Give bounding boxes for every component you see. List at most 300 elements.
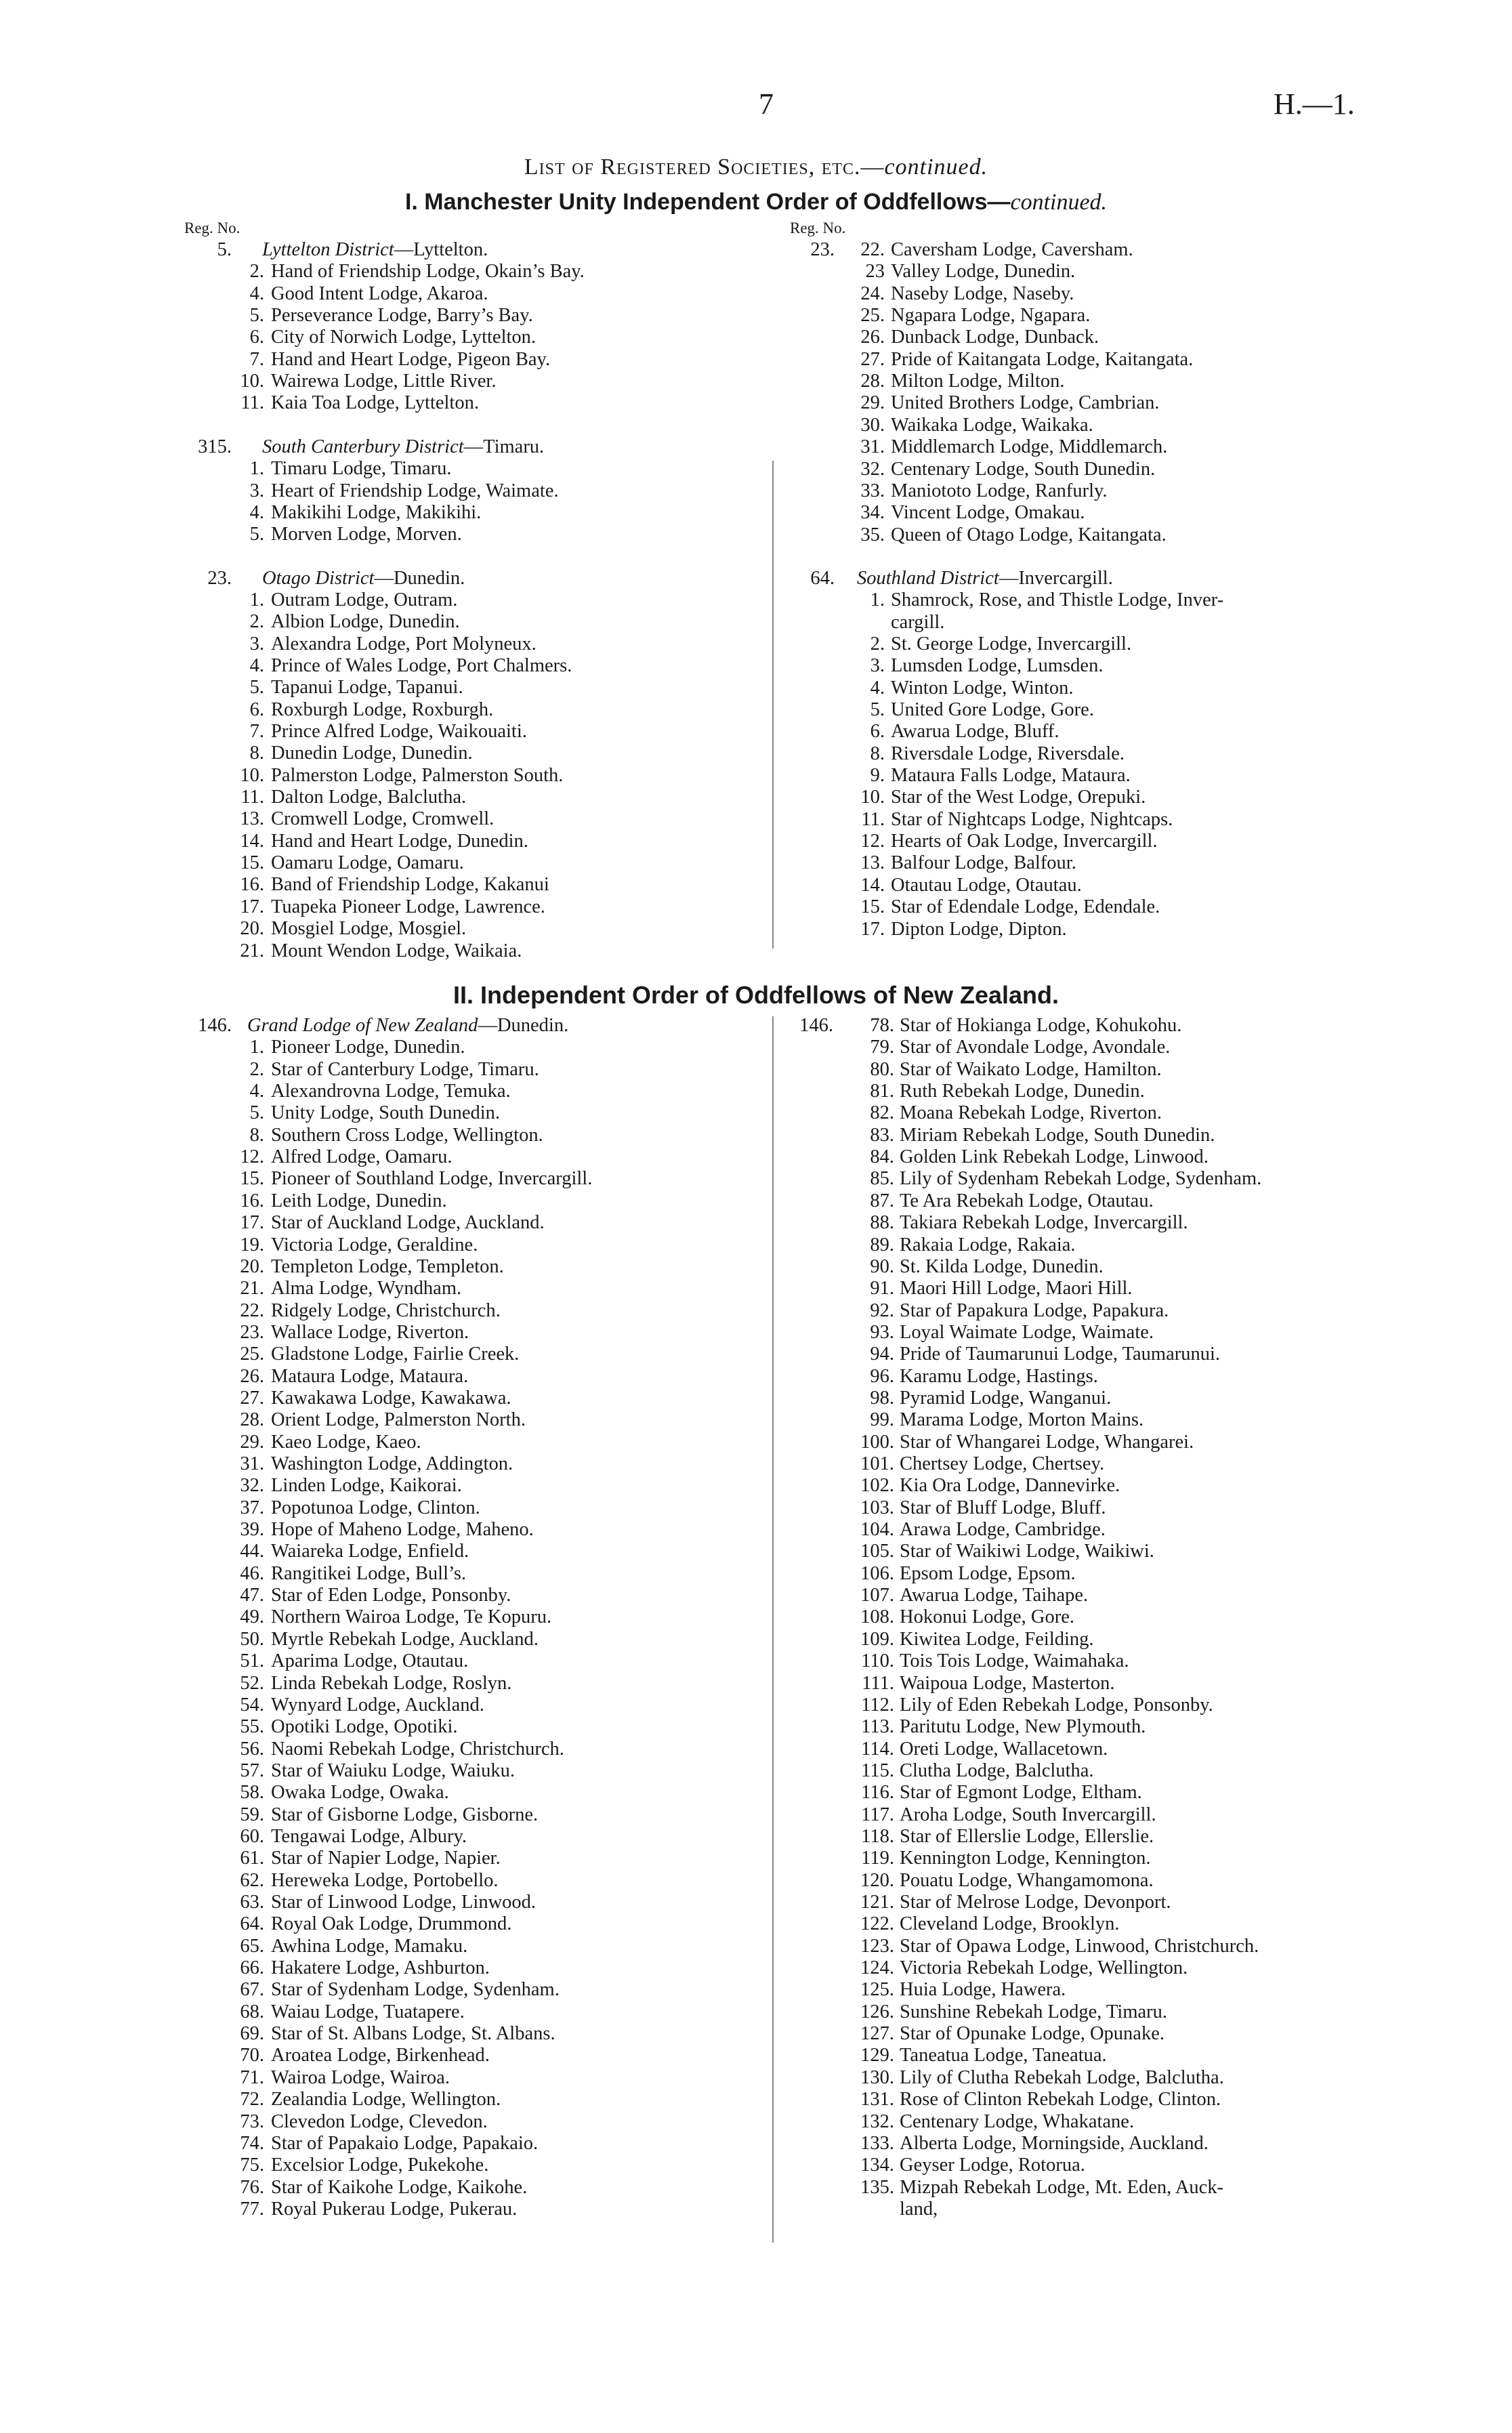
lodge-name: Popotunoa Lodge, Clinton. xyxy=(271,1497,480,1518)
lodge-number: 3. xyxy=(249,480,264,501)
list-title xyxy=(0,154,1512,180)
lodge-number: 112. xyxy=(861,1694,894,1715)
list-item xyxy=(169,699,765,722)
lodge-name: Star of Nightcaps Lodge, Nightcaps. xyxy=(891,808,1173,830)
lodge-number: 57. xyxy=(240,1760,264,1781)
lodge-number: 71. xyxy=(240,2066,264,2088)
lodge-name: Pride of Kaitangata Lodge, Kaitangata. xyxy=(891,348,1194,370)
lodge-number: 11. xyxy=(861,808,885,830)
lodge-name: Queen of Otago Lodge, Kaitangata. xyxy=(891,524,1167,545)
lodge-number: 26. xyxy=(240,1365,264,1387)
lodge-number: 83. xyxy=(870,1124,894,1146)
list-item xyxy=(169,1080,765,1103)
lodge-number: 4. xyxy=(249,283,264,304)
lodge-name: Wairoa Lodge, Wairoa. xyxy=(271,2066,450,2088)
lodge-name: Dipton Lodge, Dipton. xyxy=(891,918,1067,940)
lodge-name: Palmerston Lodge, Palmerston South. xyxy=(271,764,564,786)
list-item xyxy=(779,896,1375,919)
lodge-number: 5. xyxy=(870,699,885,720)
lodge-number: 108. xyxy=(860,1606,894,1628)
lodge-name: Star of Papakura Lodge, Papakura. xyxy=(900,1299,1169,1321)
lodge-name: Centenary Lodge, Whakatane. xyxy=(900,2110,1135,2132)
lodge-number: 32. xyxy=(860,458,885,480)
list-item xyxy=(169,1804,765,1827)
lodge-name: Awarua Lodge, Taihape. xyxy=(900,1585,1089,1606)
list-item xyxy=(169,1277,765,1300)
district-heading xyxy=(262,436,544,459)
lodge-number: 15. xyxy=(240,1168,264,1190)
lodge-number: 25. xyxy=(240,1344,264,1365)
list-item xyxy=(779,436,1375,459)
lodge-name: Makikihi Lodge, Makikihi. xyxy=(271,501,482,523)
list-item xyxy=(779,1167,1375,1190)
lodge-number: 98. xyxy=(870,1387,894,1409)
list-item xyxy=(169,480,765,503)
list-item xyxy=(779,1738,1375,1761)
list-item xyxy=(169,2198,765,2221)
lodge-name: Waikaka Lodge, Waikaka. xyxy=(891,414,1093,436)
lodge-name: Sunshine Rebekah Lodge, Timaru. xyxy=(900,2001,1168,2022)
lodge-number: 106. xyxy=(860,1562,894,1584)
lodge-name: Hope of Maheno Lodge, Maheno. xyxy=(271,1519,534,1541)
lodge-name: Star of the West Lodge, Orepuki. xyxy=(891,787,1146,808)
lodge-number: 1. xyxy=(249,589,264,610)
lodge-name: Takiara Rebekah Lodge, Invercargill. xyxy=(900,1212,1188,1234)
lodge-name: Huia Lodge, Hawera. xyxy=(900,1979,1066,2001)
list-item xyxy=(169,370,765,393)
lodge-number: 135. xyxy=(860,2176,894,2198)
lodge-number: 24. xyxy=(860,283,885,304)
district-heading xyxy=(262,238,488,262)
list-item xyxy=(169,742,765,765)
lodge-number: 61. xyxy=(240,1848,264,1869)
lodge-number: 117. xyxy=(861,1804,894,1825)
lodge-number: 134. xyxy=(860,2155,894,2176)
lodge-number: 133. xyxy=(860,2132,894,2154)
list-item xyxy=(779,1453,1375,1476)
lodge-number: 75. xyxy=(240,2155,264,2176)
lodge-number: 87. xyxy=(870,1190,894,1211)
lodge-name: Maori Hill Lodge, Maori Hill. xyxy=(900,1278,1133,1299)
lodge-number: 105. xyxy=(860,1541,894,1562)
lodge-number: 6. xyxy=(249,699,264,720)
lodge-name: Hand and Heart Lodge, Pigeon Bay. xyxy=(271,348,551,370)
list-item xyxy=(169,1715,765,1739)
lodge-number: 35. xyxy=(860,524,885,545)
lodge-number: 49. xyxy=(240,1606,264,1628)
lodge-name: Zealandia Lodge, Wellington. xyxy=(271,2089,501,2110)
lodge-name: St. Kilda Lodge, Dunedin. xyxy=(900,1255,1104,1277)
lodge-number: 122. xyxy=(860,1913,894,1935)
list-item xyxy=(779,589,1375,612)
lodge-name: Miriam Rebekah Lodge, South Dunedin. xyxy=(900,1124,1215,1146)
lodge-name: Star of Whangarei Lodge, Whangarei. xyxy=(900,1431,1194,1453)
list-item xyxy=(779,304,1375,327)
list-item xyxy=(779,392,1375,415)
lodge-name: Myrtle Rebekah Lodge, Auckland. xyxy=(271,1628,539,1650)
district-name: South Canterbury District xyxy=(262,436,464,457)
lodge-name: Centenary Lodge, South Dunedin. xyxy=(891,458,1156,480)
reg-number: 23. xyxy=(207,567,232,589)
lodge-name: Pioneer Lodge, Dunedin. xyxy=(271,1037,465,1058)
list-item xyxy=(169,1190,765,1213)
lodge-name: Royal Oak Lodge, Drummond. xyxy=(271,1913,512,1935)
list-item xyxy=(779,1387,1375,1410)
list-item xyxy=(779,1694,1375,1717)
lodge-number: 118. xyxy=(861,1825,894,1847)
lodge-number: 119. xyxy=(861,1848,894,1869)
lodge-number: 4. xyxy=(249,501,264,523)
list-item xyxy=(779,458,1375,481)
lodge-number: 32. xyxy=(240,1475,264,1497)
lodge-number: 5. xyxy=(249,305,264,327)
lodge-name: Rose of Clinton Rebekah Lodge, Clinton. xyxy=(900,2089,1221,2110)
lodge-number: 69. xyxy=(240,2023,264,2045)
lodge-name: Epsom Lodge, Epsom. xyxy=(900,1562,1076,1584)
list-item xyxy=(779,786,1375,809)
district-name: Grand Lodge of New Zealand xyxy=(247,1015,478,1036)
list-item xyxy=(779,2132,1375,2155)
lodge-name: Tois Tois Lodge, Waimahaka. xyxy=(900,1650,1129,1672)
lodge-name: Star of Hokianga Lodge, Kohukohu. xyxy=(900,1015,1182,1036)
list-item xyxy=(169,1234,765,1257)
lodge-name: Excelsior Lodge, Pukekohe. xyxy=(271,2155,489,2176)
lodge-number: 8. xyxy=(249,1124,264,1146)
lodge-name: Hakatere Lodge, Ashburton. xyxy=(271,1957,490,1979)
lodge-number: 67. xyxy=(240,1979,264,2001)
lodge-number: 109. xyxy=(860,1628,894,1650)
lodge-name: Maniototo Lodge, Ranfurly. xyxy=(891,480,1108,501)
lodge-number: 107. xyxy=(860,1585,894,1606)
list-item xyxy=(779,699,1375,722)
list-item xyxy=(779,1102,1375,1125)
list-item xyxy=(779,808,1375,831)
list-item xyxy=(169,1978,765,2001)
list-item xyxy=(169,2154,765,2177)
lodge-name: Geyser Lodge, Rotorua. xyxy=(900,2155,1085,2176)
list-item xyxy=(779,1211,1375,1234)
list-item xyxy=(169,2001,765,2024)
section-1-title-suffix: continued. xyxy=(1010,190,1108,215)
list-item xyxy=(169,1913,765,1936)
lodge-number: 4. xyxy=(249,654,264,676)
lodge-number: 76. xyxy=(240,2176,264,2198)
lodge-number: 131. xyxy=(860,2089,894,2110)
lodge-name: Moana Rebekah Lodge, Riverton. xyxy=(900,1102,1162,1124)
lodge-name: Linda Rebekah Lodge, Roslyn. xyxy=(271,1672,512,1694)
lodge-number: 129. xyxy=(860,2045,894,2066)
lodge-number: 1. xyxy=(249,1037,264,1058)
list-item xyxy=(779,1847,1375,1870)
lodge-name: Roxburgh Lodge, Roxburgh. xyxy=(271,699,494,720)
lodge-number: 114. xyxy=(861,1738,894,1760)
list-item xyxy=(779,2066,1375,2089)
lodge-number: 89. xyxy=(870,1234,894,1255)
lodge-number: 27. xyxy=(240,1387,264,1409)
list-item xyxy=(779,654,1375,678)
lodge-number: 1. xyxy=(870,589,885,611)
list-item xyxy=(169,501,765,524)
lodge-number: 21. xyxy=(240,1278,264,1299)
lodge-name: Star of Waikato Lodge, Hamilton. xyxy=(900,1058,1162,1080)
lodge-name: Kaeo Lodge, Kaeo. xyxy=(271,1431,421,1453)
district-heading xyxy=(247,1014,568,1037)
lodge-name: Arawa Lodge, Cambridge. xyxy=(900,1519,1106,1541)
lodge-name: Cromwell Lodge, Cromwell. xyxy=(271,808,495,830)
lodge-name: Southern Cross Lodge, Wellington. xyxy=(271,1124,543,1146)
list-item xyxy=(169,1014,765,1037)
reg-number: 315. xyxy=(198,436,232,457)
list-item xyxy=(779,283,1375,306)
lodge-name: Star of Papakaio Lodge, Papakaio. xyxy=(271,2132,539,2154)
list-item xyxy=(779,1474,1375,1497)
lodge-name: Star of Waiuku Lodge, Waiuku. xyxy=(271,1760,516,1781)
list-item xyxy=(779,1760,1375,1783)
list-item xyxy=(779,1540,1375,1563)
reg-number: 146. xyxy=(198,1015,232,1036)
lodge-name: Middlemarch Lodge, Middlemarch. xyxy=(891,436,1168,458)
list-item xyxy=(779,1672,1375,1695)
lodge-name: Karamu Lodge, Hastings. xyxy=(900,1365,1098,1387)
list-item xyxy=(779,852,1375,875)
lodge-number: 81. xyxy=(870,1081,894,1102)
lodge-name: Riversdale Lodge, Riversdale. xyxy=(891,743,1125,764)
lodge-number: 23 xyxy=(865,261,885,283)
list-item xyxy=(169,654,765,678)
lodge-name: Dalton Lodge, Balclutha. xyxy=(271,787,467,808)
lodge-name: Band of Friendship Lodge, Kakanui xyxy=(271,874,549,896)
lodge-name: Pride of Taumarunui Lodge, Taumarunui. xyxy=(900,1344,1221,1365)
list-item xyxy=(779,1299,1375,1323)
lodge-name: Mount Wendon Lodge, Waikaia. xyxy=(271,940,522,961)
lodge-name: Star of Edendale Lodge, Edendale. xyxy=(891,896,1160,918)
lodge-number: 74. xyxy=(240,2132,264,2154)
list-item xyxy=(779,480,1375,503)
lodge-number: 80. xyxy=(870,1058,894,1080)
lodge-number: 111. xyxy=(862,1672,894,1694)
list-item xyxy=(169,896,765,919)
list-item xyxy=(779,1957,1375,1980)
list-item xyxy=(169,1694,765,1717)
lodge-number: 124. xyxy=(860,1957,894,1979)
lodge-number: 14. xyxy=(240,830,264,852)
list-item xyxy=(169,1453,765,1476)
list-item xyxy=(169,1847,765,1870)
list-item xyxy=(169,1584,765,1607)
lodge-number: 78. xyxy=(870,1015,894,1036)
list-item xyxy=(779,1343,1375,1366)
lodge-number: 5. xyxy=(249,524,264,545)
lodge-name: Star of Canterbury Lodge, Timaru. xyxy=(271,1058,539,1080)
list-item xyxy=(169,1058,765,1081)
lodge-name: Royal Pukerau Lodge, Pukerau. xyxy=(271,2198,518,2220)
list-item xyxy=(779,2176,1375,2199)
lodge-number: 123. xyxy=(860,1935,894,1957)
lodge-name: Star of Waikiwi Lodge, Waikiwi. xyxy=(900,1541,1154,1562)
list-item xyxy=(169,1387,765,1410)
list-item xyxy=(779,874,1375,897)
list-item xyxy=(169,2022,765,2045)
lodge-name: City of Norwich Lodge, Lyttelton. xyxy=(271,327,537,348)
lodge-number: 73. xyxy=(240,2110,264,2132)
list-item xyxy=(169,1869,765,1892)
lodge-number: 96. xyxy=(870,1365,894,1387)
lodge-number: 29. xyxy=(860,392,885,414)
lodge-number: 50. xyxy=(240,1628,264,1650)
lodge-number: 115. xyxy=(861,1760,894,1781)
lodge-name: Owaka Lodge, Owaka. xyxy=(271,1782,449,1804)
lodge-name: Star of Opawa Lodge, Linwood, Christchurch. xyxy=(900,1935,1259,1957)
lodge-number: 113. xyxy=(861,1716,894,1738)
lodge-number: 100. xyxy=(860,1431,894,1453)
list-item xyxy=(779,611,1375,634)
lodge-name: Lily of Eden Rebekah Lodge, Ponsonby. xyxy=(900,1694,1213,1715)
list-item xyxy=(779,2154,1375,2177)
lodge-number: 51. xyxy=(240,1650,264,1672)
lodge-number: 104. xyxy=(860,1519,894,1541)
lodge-number: 70. xyxy=(240,2045,264,2066)
lodge-name: United Gore Lodge, Gore. xyxy=(891,699,1094,720)
lodge-name: Hokonui Lodge, Gore. xyxy=(900,1606,1075,1628)
list-item xyxy=(779,260,1375,283)
list-item xyxy=(779,764,1375,787)
lodge-name: Oamaru Lodge, Oamaru. xyxy=(271,852,464,874)
list-item xyxy=(169,1891,765,1914)
lodge-number: 82. xyxy=(870,1102,894,1124)
lodge-number: 39. xyxy=(240,1519,264,1541)
list-item xyxy=(779,1190,1375,1213)
lodge-name: Caversham Lodge, Caversham. xyxy=(891,239,1133,260)
lodge-name: Naseby Lodge, Naseby. xyxy=(891,283,1074,304)
lodge-name: Star of Kaikohe Lodge, Kaikohe. xyxy=(271,2176,528,2198)
lodge-name: Wairewa Lodge, Little River. xyxy=(271,371,497,392)
list-item xyxy=(169,830,765,853)
lodge-name: Linden Lodge, Kaikorai. xyxy=(271,1475,462,1497)
list-item xyxy=(779,1146,1375,1169)
lodge-name: Prince Alfred Lodge, Waikouaiti. xyxy=(271,721,527,742)
lodge-number: 10. xyxy=(240,764,264,786)
district-heading xyxy=(262,567,465,590)
lodge-name: Aroha Lodge, South Invercargill. xyxy=(900,1804,1156,1825)
lodge-number: 20. xyxy=(240,918,264,940)
list-item xyxy=(169,304,765,327)
reg-number: 5. xyxy=(217,239,232,260)
lodge-name: Otautau Lodge, Otautau. xyxy=(891,874,1082,896)
lodge-number: 64. xyxy=(240,1913,264,1935)
list-item xyxy=(169,523,765,546)
list-item xyxy=(779,2022,1375,2045)
list-item xyxy=(779,1562,1375,1585)
list-item xyxy=(169,238,765,262)
lodge-name: Taneatua Lodge, Taneatua. xyxy=(900,2045,1107,2066)
lodge-number: 3. xyxy=(249,633,264,654)
list-item xyxy=(169,392,765,415)
lodge-number: 31. xyxy=(860,436,885,458)
list-item xyxy=(779,1978,1375,2001)
section-1-title xyxy=(0,189,1512,215)
list-item xyxy=(779,370,1375,393)
lodge-name: Kia Ora Lodge, Dannevirke. xyxy=(900,1475,1120,1497)
list-item xyxy=(169,1518,765,1541)
list-item xyxy=(169,1409,765,1432)
lodge-number: 46. xyxy=(240,1562,264,1584)
list-item xyxy=(169,633,765,656)
list-item xyxy=(169,1255,765,1278)
list-item xyxy=(779,1628,1375,1651)
lodge-name: Wynyard Lodge, Auckland. xyxy=(271,1694,484,1715)
list-item xyxy=(779,677,1375,700)
lodge-name: Lily of Sydenham Rebekah Lodge, Sydenham. xyxy=(900,1168,1262,1190)
lodge-number: 10. xyxy=(860,787,885,808)
list-item xyxy=(779,1497,1375,1520)
list-item xyxy=(779,1891,1375,1914)
lodge-number: 22. xyxy=(240,1299,264,1321)
lodge-number: 5. xyxy=(249,677,264,699)
list-item xyxy=(779,830,1375,853)
column-divider-2 xyxy=(772,1016,774,2243)
list-item xyxy=(169,873,765,896)
lodge-name: Alfred Lodge, Oamaru. xyxy=(271,1146,453,1168)
lodge-number: 120. xyxy=(860,1869,894,1891)
list-item xyxy=(779,524,1375,547)
list-item xyxy=(169,1628,765,1651)
list-item xyxy=(779,633,1375,656)
lodge-number: 9. xyxy=(870,765,885,787)
lodge-name: Leith Lodge, Dunedin. xyxy=(271,1190,447,1211)
lodge-number: 19. xyxy=(240,1234,264,1255)
list-item xyxy=(169,1474,765,1497)
lodge-number: 12. xyxy=(860,831,885,852)
lodge-number: 27. xyxy=(860,348,885,370)
lodge-name: Waiau Lodge, Tuatapere. xyxy=(271,2001,465,2022)
district-name: Lyttelton District xyxy=(262,239,394,260)
list-title-text: List of Registered Societies, etc.— xyxy=(524,154,885,180)
lodge-name: Alexandrovna Lodge, Temuka. xyxy=(271,1081,511,1102)
lodge-name: Hand of Friendship Lodge, Okain’s Bay. xyxy=(271,261,585,283)
lodge-name: Pyramid Lodge, Wanganui. xyxy=(900,1387,1112,1409)
lodge-name: Shamrock, Rose, and Thistle Lodge, Inver- xyxy=(891,589,1224,611)
lodge-number: 126. xyxy=(860,2001,894,2022)
list-title-suffix: continued. xyxy=(884,154,988,180)
list-item xyxy=(779,1804,1375,1827)
list-item xyxy=(169,348,765,371)
lodge-name: Aroatea Lodge, Birkenhead. xyxy=(271,2045,490,2066)
lodge-name: Star of Eden Lodge, Ponsonby. xyxy=(271,1585,511,1606)
lodge-number: 14. xyxy=(860,874,885,896)
list-item xyxy=(779,567,1375,590)
lodge-number: 4. xyxy=(249,1081,264,1102)
lodge-name: Dunedin Lodge, Dunedin. xyxy=(271,743,473,764)
section-1-title-text: I. Manchester Unity Independent Order of Oddfellows— xyxy=(404,189,1011,215)
list-item xyxy=(169,436,765,459)
lodge-number: 121. xyxy=(860,1892,894,1913)
lodge-name: Naomi Rebekah Lodge, Christchurch. xyxy=(271,1738,564,1760)
lodge-number: 28. xyxy=(240,1409,264,1431)
list-item xyxy=(169,2066,765,2089)
lodge-name: Kaia Toa Lodge, Lyttelton. xyxy=(271,392,479,414)
list-item xyxy=(169,1606,765,1629)
lodge-number: 7. xyxy=(249,348,264,370)
lodge-name: Ngapara Lodge, Ngapara. xyxy=(891,305,1091,327)
lodge-number: 66. xyxy=(240,1957,264,1979)
lodge-name: Alma Lodge, Wyndham. xyxy=(271,1278,462,1299)
lodge-number: 65. xyxy=(240,1935,264,1957)
lodge-name: Ruth Rebekah Lodge, Dunedin. xyxy=(900,1081,1145,1102)
lodge-number: 16. xyxy=(240,874,264,896)
lodge-name: Star of Opunake Lodge, Opunake. xyxy=(900,2023,1164,2045)
lodge-number: 33. xyxy=(860,480,885,501)
list-item xyxy=(169,2044,765,2067)
